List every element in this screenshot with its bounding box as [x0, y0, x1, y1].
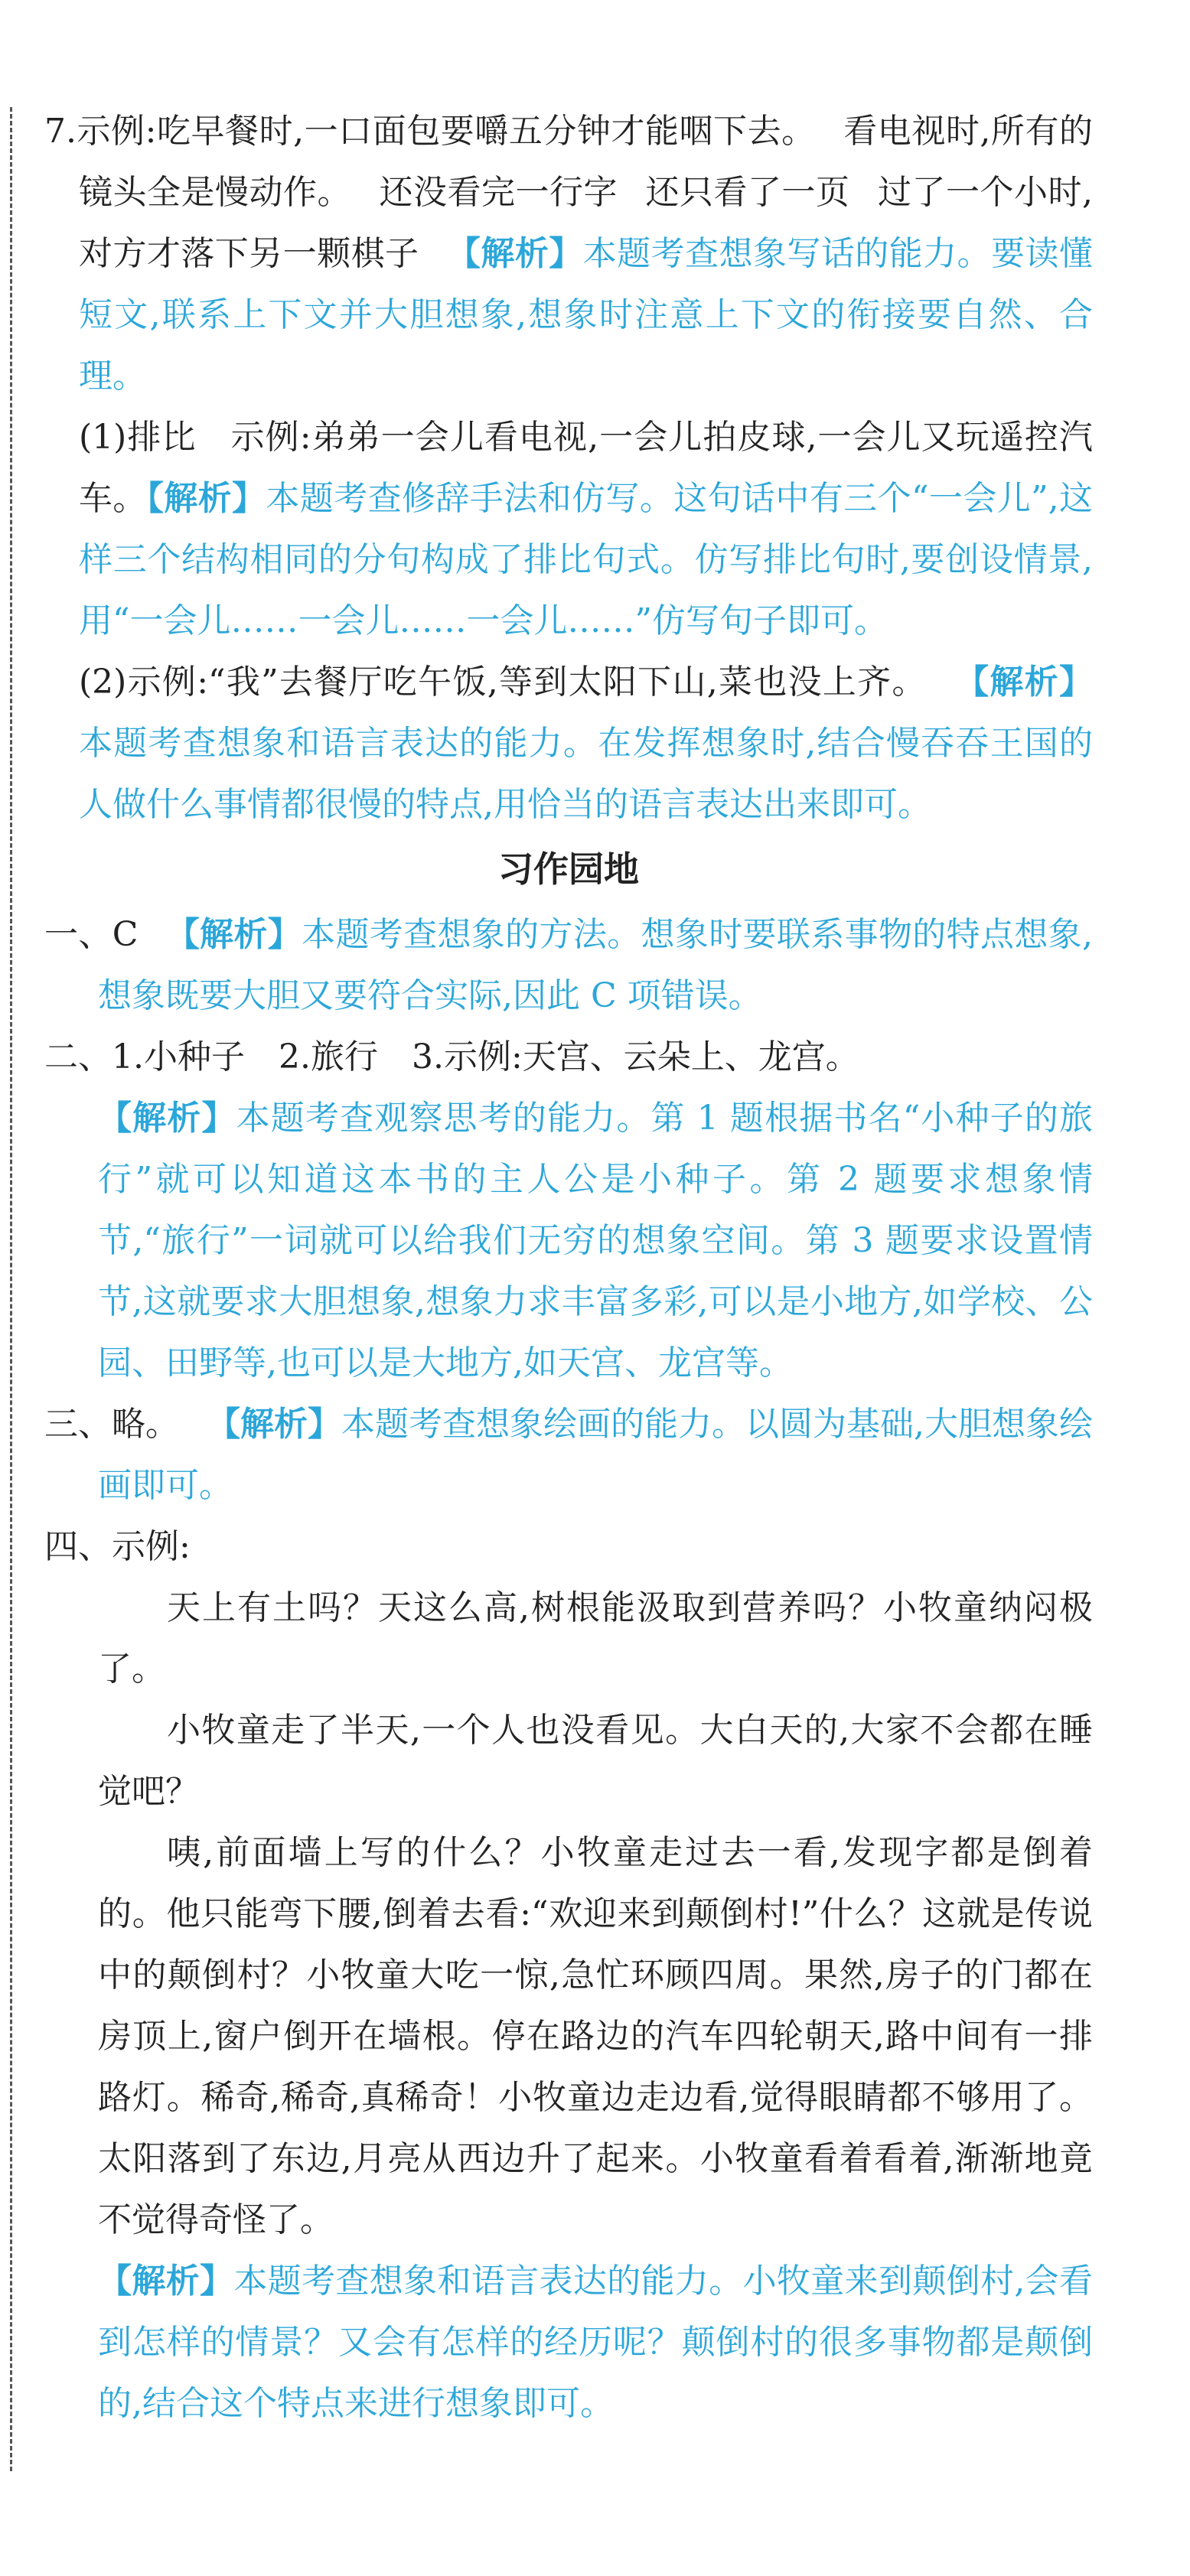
essay-paragraph-3: 咦,前面墙上写的什么？小牧童走过去一看,发现字都是倒着的。他只能弯下腰,倒着去看:“欢迎来到颠倒村!”什么？这就是传说中的颠倒村？小牧童大吃一惊,急忙环顾四周。果然,房子的门都在房顶上,窗户倒开在墙根。停在路边的汽车四轮朝天,路中间有一排路灯。稀奇,稀奇,真稀奇！小牧童边走边看,觉得眼睛都不够用了。太阳落到了东边,月亮从西边升了起来。小牧童看着看着,渐渐地竟不觉得奇怪了。	[98, 1833, 1093, 2239]
q7-item-2: 看电视时,所有的镜头全是慢动作。	[79, 112, 1093, 212]
analysis-tag: 【解析】	[146, 479, 266, 518]
q7-item-1: 7.示例:吃早餐时,一口面包要嚼五分钟才能咽下去。	[44, 112, 816, 151]
essay-paragraph-1: 天上有土吗？天这么高,树根能汲取到营养吗？小牧童纳闷极了。	[98, 1588, 1093, 1689]
q7-2-answer	[44, 652, 1093, 835]
analysis-tag: 【解析】	[165, 915, 302, 954]
analysis-tag: 【解析】	[207, 1405, 342, 1444]
section-title: 习作园地	[498, 848, 639, 890]
s3-answer	[44, 1394, 1093, 1516]
q7-item-5: 过了一个小时,对方才落下另一颗棋子	[79, 173, 1093, 273]
analysis-text: 本题考查想象和语言表达的能力。在发挥想象时,结合慢吞吞王国的人做什么事情都很慢的特点,用恰当的语言表达出来即可。	[79, 724, 1093, 824]
essay-paragraph-2: 小牧童走了半天,一个人也没看见。大白天的,大家不会都在睡觉吧？	[98, 1711, 1093, 1811]
q7-1-answer	[44, 407, 1093, 652]
s2-analysis	[44, 1088, 1093, 1394]
q7-2-answer-text: (2)示例:“我”去餐厅吃午饭,等到太阳下山,菜也没上齐。	[79, 663, 927, 702]
s2-answer: 二、1.小种子 2.旅行 3.示例:天宫、云朵上、龙宫。	[44, 1037, 859, 1076]
analysis-text: 本题考查想象和语言表达的能力。小牧童来到颠倒村,会看到怎样的情景？又会有怎样的经历呢？颠倒村的很多事物都是颠倒的,结合这个特点来进行想象即可。	[98, 2262, 1094, 2423]
analysis-text: 本题考查想象绘画的能力。以圆为基础,大胆想象绘画即可。	[98, 1405, 1094, 1505]
analysis-tag: 【解析】	[446, 234, 583, 273]
analysis-text: 本题考查观察思考的能力。第 1 题根据书名“小种子的旅行”就可以知道这本书的主人公是小种子。第 2 题要求想象情节,“旅行”一词就可以给我们无穷的想象空间。第 3 题要求设置情节,这就要求大胆想象,想象力求丰富多彩,可以是小地方,如学校、公园、田野等,也可以是大地方,如天宫、龙宫等。	[98, 1099, 1093, 1382]
s4-head: 四、示例:	[44, 1527, 191, 1566]
analysis-tag: 【解析】	[954, 663, 1094, 702]
analysis-text: 本题考查修辞手法和仿写。这句话中有三个“一会儿”,这样三个结构相同的分句构成了排比句式。仿写排比句时,要创设情景,用“一会儿……一会儿……一会儿……”仿写句子即可。	[79, 479, 1094, 640]
fold-line	[10, 107, 12, 2471]
q7-item-3: 还没看完一行字	[379, 173, 618, 212]
q7-item-4: 还只看了一页	[645, 173, 850, 212]
s3-answer-text: 三、略。	[44, 1405, 180, 1444]
q7-1-answer-text: (1)排比 示例:弟弟一会儿看电视,一会儿拍皮球,一会儿又玩遥控汽车。	[79, 418, 1093, 518]
q7-answer	[44, 101, 1093, 407]
answer-content	[44, 101, 1093, 2434]
analysis-tag: 【解析】	[98, 1099, 236, 1138]
analysis-text: 本题考查想象的方法。想象时要联系事物的特点想象,想象既要大胆又要符合实际,因此 C 项错误。	[98, 915, 1094, 1015]
s1-answer-text: 一、C	[44, 915, 139, 954]
analysis-text: 本题考查想象写话的能力。要读懂短文,联系上下文并大胆想象,想象时注意上下文的衔接要自然、合理。	[79, 234, 1094, 396]
s4-analysis	[44, 2251, 1093, 2434]
s1-answer	[44, 904, 1093, 1027]
analysis-tag: 【解析】	[98, 2262, 234, 2301]
